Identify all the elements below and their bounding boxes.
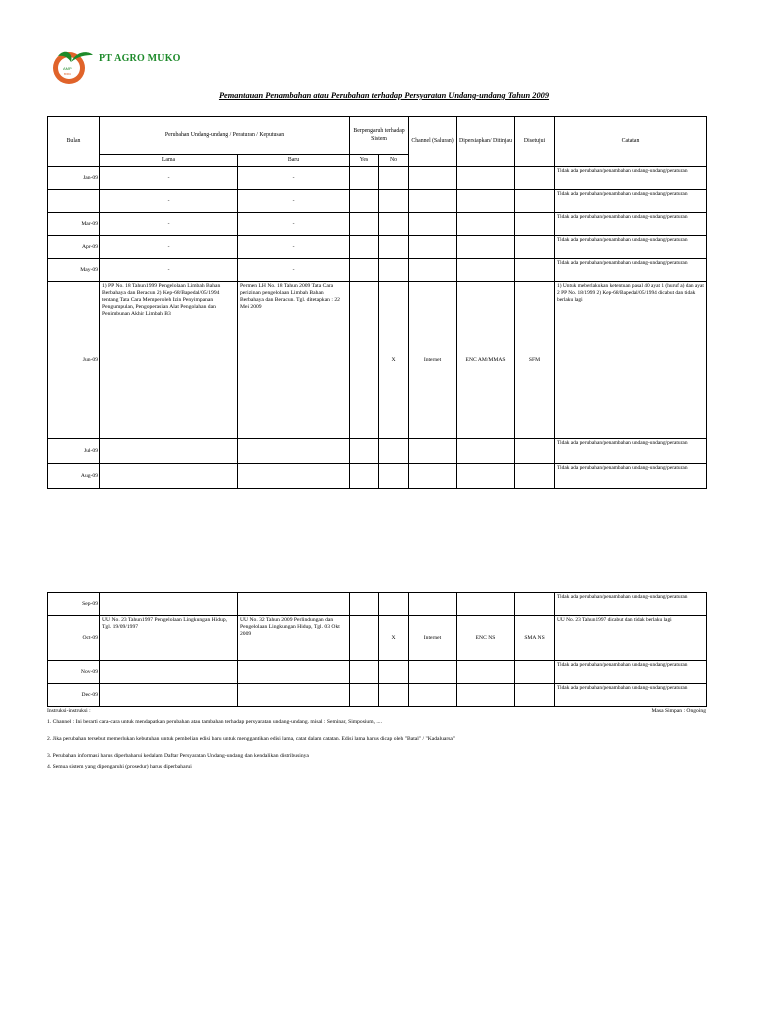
cell-yes	[350, 236, 379, 259]
cell-bulan: Oct-09	[48, 616, 100, 661]
table-row	[48, 616, 707, 661]
cell-bulan: Mar-09	[48, 213, 100, 236]
cell-disetujui	[515, 213, 555, 236]
cell-dipersiapkan	[457, 167, 515, 190]
table-row	[48, 213, 707, 236]
cell-no	[379, 439, 409, 464]
cell-lama	[100, 439, 238, 464]
cell-channel	[409, 259, 457, 282]
cell-disetujui	[515, 684, 555, 707]
cell-no	[379, 593, 409, 616]
cell-lama: -	[100, 190, 238, 213]
cell-lama	[100, 464, 238, 489]
cell-lama: -	[100, 213, 238, 236]
cell-channel	[409, 684, 457, 707]
masa-simpan: Masa Simpan : Ongoing	[651, 708, 706, 714]
company-name: PT AGRO MUKO	[99, 53, 181, 64]
cell-disetujui	[515, 236, 555, 259]
cell-disetujui	[515, 593, 555, 616]
table-row	[48, 282, 707, 439]
cell-dipersiapkan	[457, 236, 515, 259]
cell-no	[379, 236, 409, 259]
cell-dipersiapkan	[457, 259, 515, 282]
cell-yes	[350, 661, 379, 684]
header-channel: Channel (Saluran)	[409, 117, 457, 167]
table-row	[48, 684, 707, 707]
cell-no	[379, 167, 409, 190]
table-row	[48, 236, 707, 259]
cell-bulan: May-09	[48, 259, 100, 282]
monitoring-table-page1	[47, 116, 707, 489]
cell-baru	[238, 684, 350, 707]
cell-no	[379, 684, 409, 707]
cell-dipersiapkan: ENC NS	[457, 616, 515, 661]
cell-bulan: Nov-09	[48, 661, 100, 684]
cell-channel	[409, 439, 457, 464]
cell-baru: UU No. 32 Tahun 2009 Perlindungan dan Pengelolaan Lingkungan Hidup, Tgl. 03 Okt 2009	[238, 616, 350, 661]
cell-disetujui	[515, 464, 555, 489]
cell-dipersiapkan	[457, 190, 515, 213]
instruction-item-4: 4. Semua sistem yang dipengaruhi (prosedur) harus diperbaharui	[47, 764, 192, 770]
cell-yes	[350, 213, 379, 236]
cell-catatan: Tidak ada perubahan/penambahan undang-undang/peraturan	[555, 259, 707, 282]
cell-bulan	[48, 190, 100, 213]
cell-dipersiapkan	[457, 593, 515, 616]
svg-text:BIRU: BIRU	[64, 72, 72, 76]
cell-baru	[238, 593, 350, 616]
table-row	[48, 259, 707, 282]
cell-disetujui	[515, 661, 555, 684]
cell-yes	[350, 439, 379, 464]
cell-disetujui: SMA NS	[515, 616, 555, 661]
cell-lama: -	[100, 236, 238, 259]
header-dipersiapkan: Dipersiapkan/ Ditinjau	[457, 117, 515, 167]
cell-baru: Permen LH No. 18 Tahun 2009 Tata Cara perizinan pengelolaan Limbah Bahan Berbahaya dan Beracun. Tgl. ditetapkan : 22 Mei 2009	[238, 282, 350, 439]
cell-dipersiapkan	[457, 464, 515, 489]
instruction-item-2: 2. Jika perubahan tersebut memerlukan kebutuhan untuk pembelian edisi baru untuk menggantikan edisi lama, catat dalam catatan. Edisi lama harus dicap oleh "Batal" / "Kadaluarsa"	[47, 736, 456, 742]
cell-catatan: Tidak ada perubahan/penambahan undang-undang/peraturan	[555, 236, 707, 259]
cell-catatan: Tidak ada perubahan/penambahan undang-undang/peraturan	[555, 661, 707, 684]
cell-no	[379, 213, 409, 236]
cell-catatan: UU No. 23 Tahun1997 dicabut dan tidak berlaku lagi	[555, 616, 707, 661]
cell-channel	[409, 213, 457, 236]
cell-no	[379, 661, 409, 684]
cell-bulan: Aug-09	[48, 464, 100, 489]
cell-bulan: Apr-09	[48, 236, 100, 259]
header-no: No	[379, 155, 409, 167]
cell-lama: UU No. 23 Tahun1997 Pengelolaan Lingkungan Hidup, Tgl. 19/09/1997	[100, 616, 238, 661]
cell-yes	[350, 464, 379, 489]
header-bulan: Bulan	[48, 117, 100, 167]
cell-yes	[350, 259, 379, 282]
cell-dipersiapkan	[457, 661, 515, 684]
header-catatan: Catatan	[555, 117, 707, 167]
cell-lama	[100, 661, 238, 684]
cell-catatan: Tidak ada perubahan/penambahan undang-undang/peraturan	[555, 684, 707, 707]
cell-no: X	[379, 282, 409, 439]
cell-channel	[409, 236, 457, 259]
instructions-heading: Instruksi-instruksi :	[47, 708, 91, 714]
cell-disetujui: SFM	[515, 282, 555, 439]
cell-no: X	[379, 616, 409, 661]
cell-baru	[238, 464, 350, 489]
table-row	[48, 661, 707, 684]
cell-lama	[100, 593, 238, 616]
company-logo	[50, 46, 94, 90]
cell-bulan: Sep-09	[48, 593, 100, 616]
cell-no	[379, 259, 409, 282]
cell-bulan: Dec-09	[48, 684, 100, 707]
cell-baru: -	[238, 213, 350, 236]
cell-baru: -	[238, 190, 350, 213]
instruction-item-3: 3. Perubahan informasi harus diperbaharui kedalam Daftar Persyaratan Undang-undang dan kendalikan distribusinya	[47, 753, 309, 759]
document-title: Pemantauan Penambahan atau Perubahan terhadap Persyaratan Undang-undang Tahun 2009	[218, 91, 550, 100]
cell-dipersiapkan	[457, 684, 515, 707]
cell-yes	[350, 282, 379, 439]
cell-no	[379, 464, 409, 489]
cell-channel	[409, 190, 457, 213]
cell-channel: Internet	[409, 616, 457, 661]
cell-lama	[100, 684, 238, 707]
cell-lama: -	[100, 259, 238, 282]
cell-catatan: 1) Untuk meberlakukan ketentuan pasal 40 ayat 1 (huruf a) dan ayat 2 PP No. 18/1999 2) Kep-68/Bapedal/05/1994 dicabut dan tidak berlaku lagi	[555, 282, 707, 439]
svg-text:AMP: AMP	[63, 66, 72, 71]
table-row	[48, 190, 707, 213]
cell-baru: -	[238, 259, 350, 282]
cell-channel	[409, 661, 457, 684]
cell-yes	[350, 190, 379, 213]
cell-no	[379, 190, 409, 213]
cell-channel	[409, 167, 457, 190]
cell-bulan: Jun-09	[48, 282, 100, 439]
cell-catatan: Tidak ada perubahan/penambahan undang-undang/peraturan	[555, 593, 707, 616]
header-baru: Baru	[238, 155, 350, 167]
header-perubahan: Perubahan Undang-undang / Peraturan / Keputusan	[100, 117, 350, 155]
cell-channel	[409, 593, 457, 616]
cell-channel: Internet	[409, 282, 457, 439]
cell-disetujui	[515, 259, 555, 282]
cell-disetujui	[515, 439, 555, 464]
header-berpengaruh: Berpengaruh terhadap Sistem	[350, 117, 409, 155]
instruction-item-1: 1. Channel : Ini berarti cara-cara untuk mendapatkan perubahan atau tambahan terhadap persyaratan undang-undang. misal : Seminar, Simposium, ....	[47, 719, 382, 725]
cell-yes	[350, 616, 379, 661]
cell-baru: -	[238, 167, 350, 190]
cell-disetujui	[515, 167, 555, 190]
cell-yes	[350, 167, 379, 190]
cell-lama: -	[100, 167, 238, 190]
cell-baru	[238, 439, 350, 464]
table-row	[48, 439, 707, 464]
cell-catatan: Tidak ada perubahan/penambahan undang-undang/peraturan	[555, 464, 707, 489]
monitoring-table-page2	[47, 592, 707, 707]
cell-catatan: Tidak ada perubahan/penambahan undang-undang/peraturan	[555, 439, 707, 464]
cell-catatan: Tidak ada perubahan/penambahan undang-undang/peraturan	[555, 213, 707, 236]
cell-yes	[350, 684, 379, 707]
cell-bulan: Jul-09	[48, 439, 100, 464]
table-row	[48, 464, 707, 489]
cell-bulan: Jan-09	[48, 167, 100, 190]
cell-dipersiapkan	[457, 439, 515, 464]
header-lama: Lama	[100, 155, 238, 167]
header-yes: Yes	[350, 155, 379, 167]
cell-yes	[350, 593, 379, 616]
cell-catatan: Tidak ada perubahan/penambahan undang-undang/peraturan	[555, 190, 707, 213]
cell-dipersiapkan	[457, 213, 515, 236]
cell-catatan: Tidak ada perubahan/penambahan undang-undang/peraturan	[555, 167, 707, 190]
table-row	[48, 593, 707, 616]
logo-leaf-icon	[50, 46, 94, 90]
cell-lama: 1) PP No. 18 Tahun1999 Pengelolaan Limbah Bahan Berbahaya dan Beracun 2) Kep-68/Bapedal/05/1994 tentang Tata Cara Memperoleh Izin Penyimpanan Pengumpulan, Pengoperasian Alat Pengolahan dan Penimbunan Akhir Limbah B3	[100, 282, 238, 439]
header-disetujui: Disetujui	[515, 117, 555, 167]
table-row	[48, 167, 707, 190]
cell-disetujui	[515, 190, 555, 213]
cell-baru	[238, 661, 350, 684]
cell-channel	[409, 464, 457, 489]
cell-dipersiapkan: ENC AM/MMAS	[457, 282, 515, 439]
cell-baru: -	[238, 236, 350, 259]
